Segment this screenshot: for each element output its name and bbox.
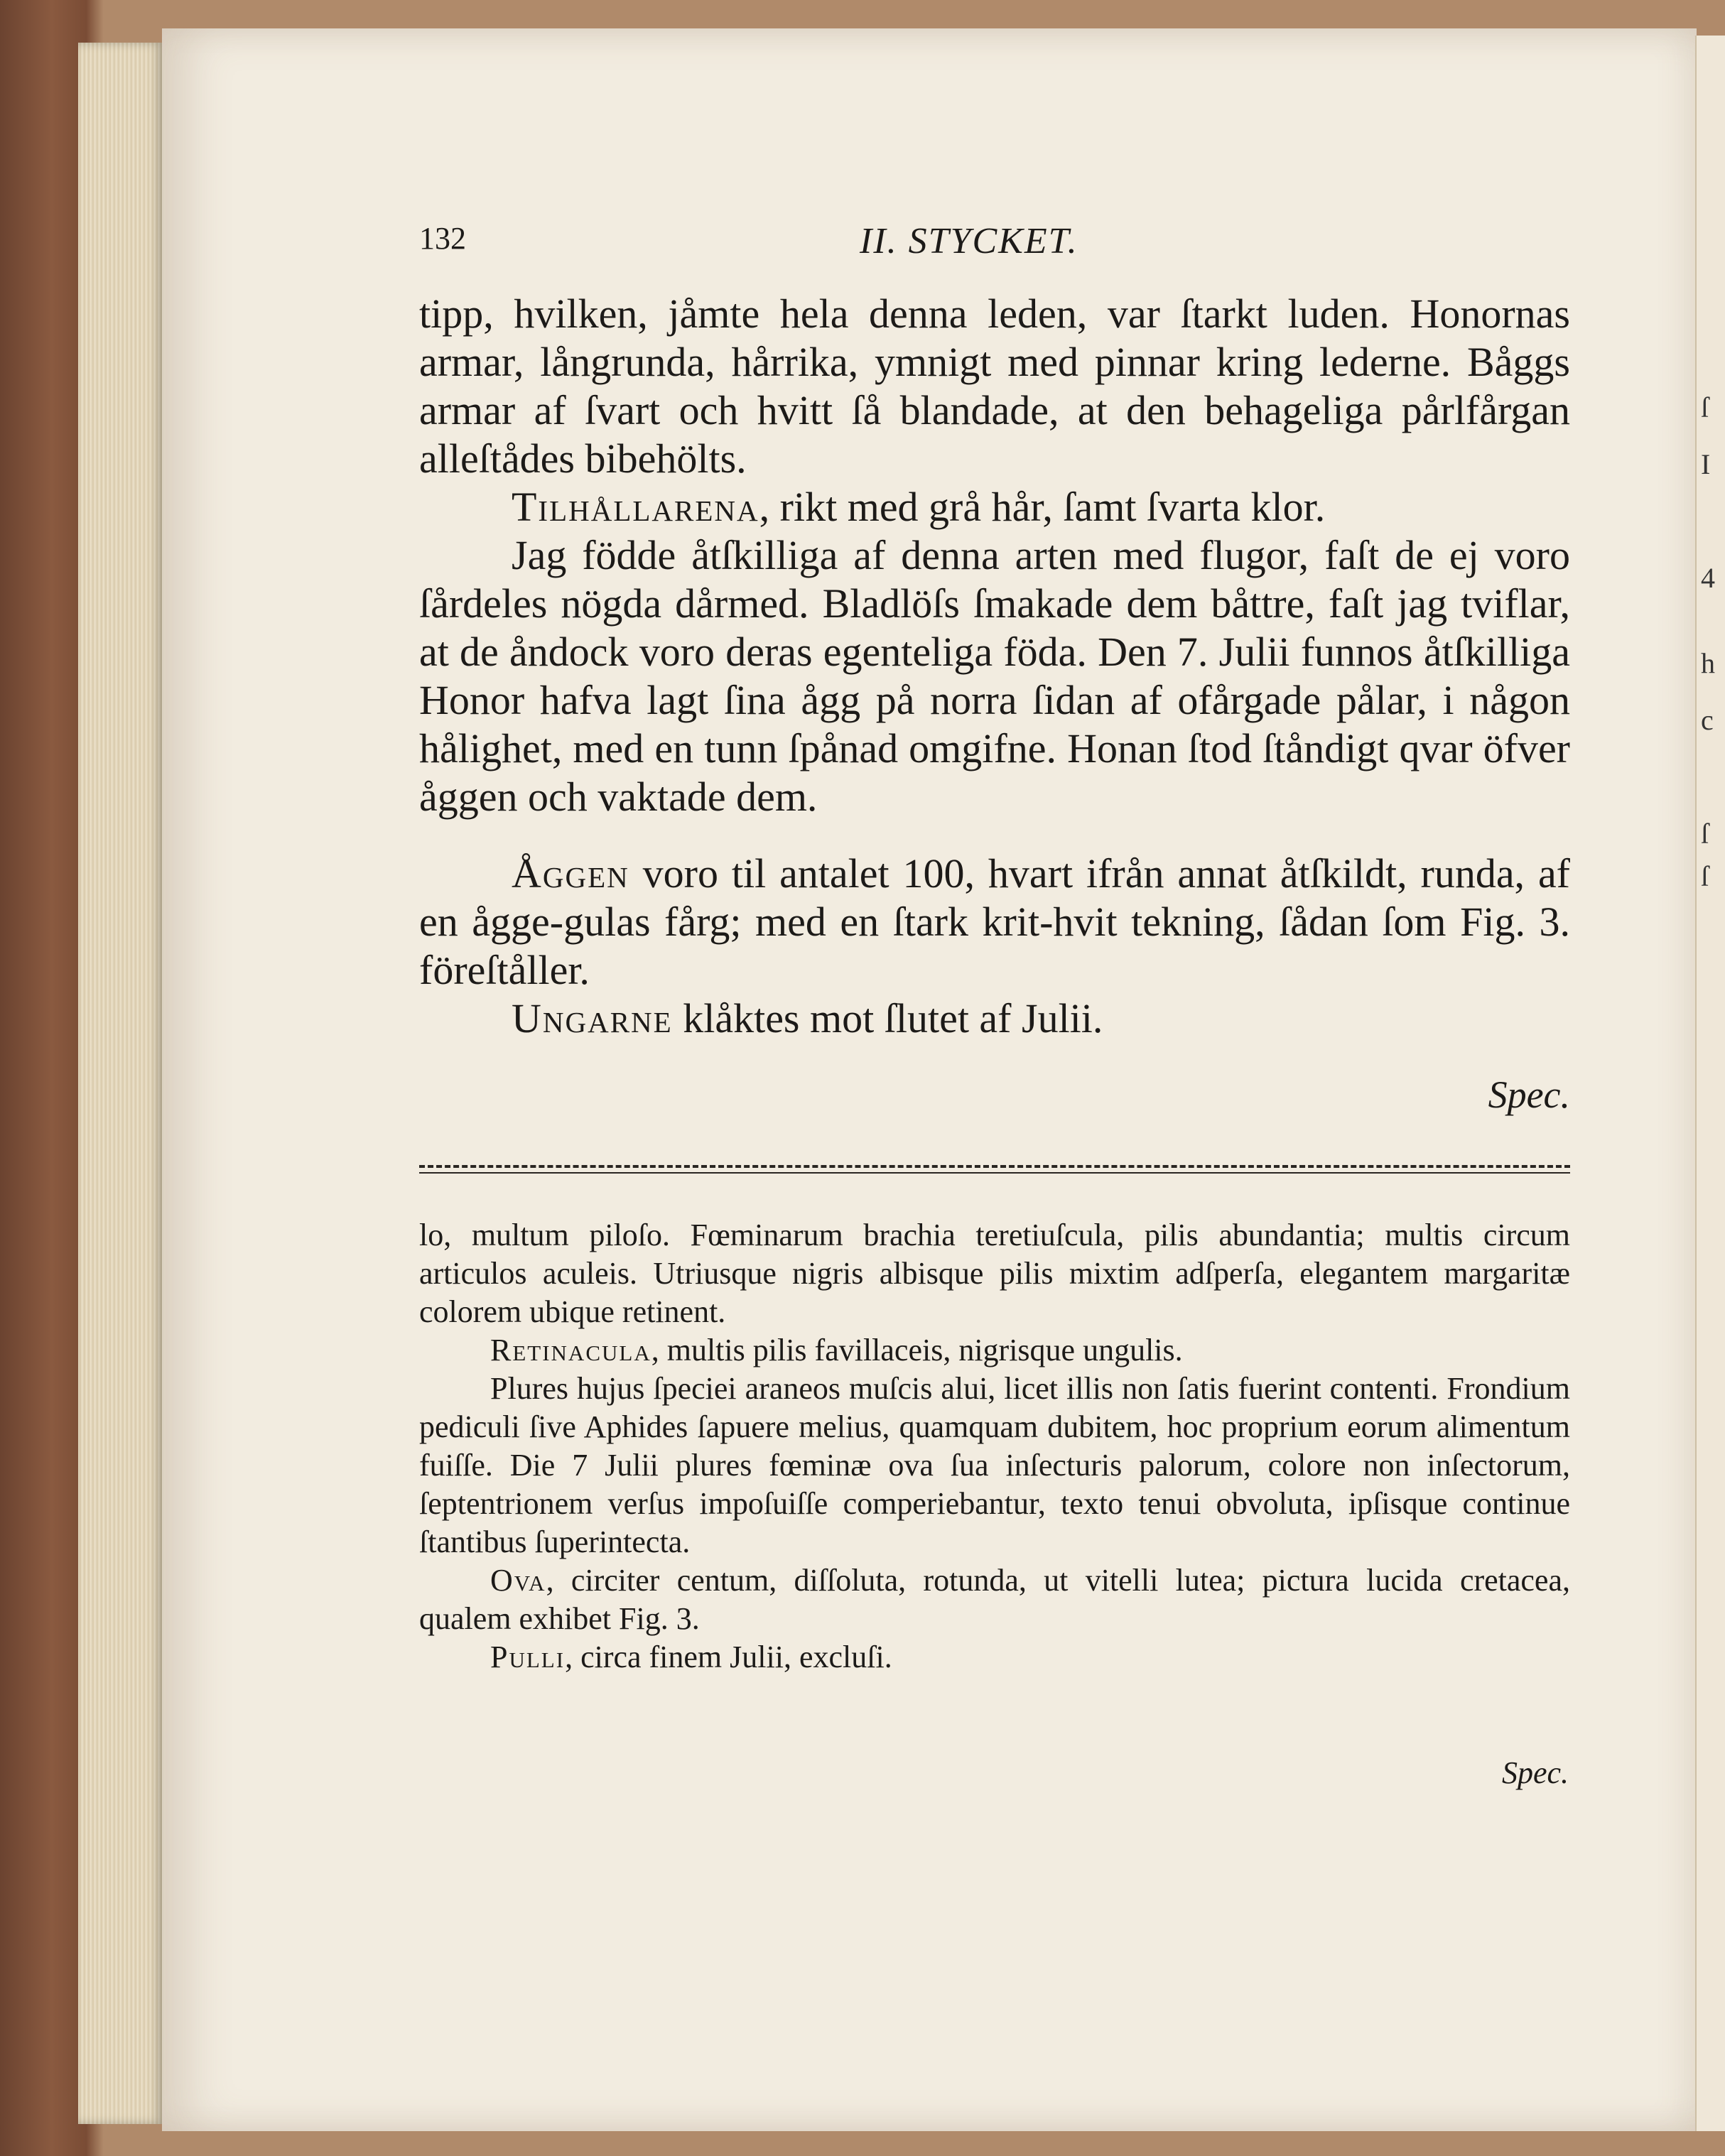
next-page-fragment: ſ xyxy=(1701,391,1709,423)
lead-word: Ungarne xyxy=(512,995,673,1041)
divider xyxy=(419,1165,1570,1168)
page-title: II. STYCKET. xyxy=(860,221,1078,261)
paragraph xyxy=(419,995,1570,1043)
swedish-text xyxy=(419,290,1570,1043)
catchword: Spec. xyxy=(1501,1755,1569,1790)
next-page-fragment: I xyxy=(1701,448,1711,480)
paragraph xyxy=(419,850,1570,995)
catchword: Spec. xyxy=(1488,1073,1570,1116)
paragraph-text: , rikt med grå hår, ſamt ſvarta klor. xyxy=(759,484,1326,530)
paragraph xyxy=(419,483,1570,531)
lead-word: Ova xyxy=(490,1563,546,1598)
paragraph-text: klåktes mot ſlutet af Julii. xyxy=(672,995,1103,1041)
page-edges xyxy=(78,43,163,2124)
latin-text xyxy=(419,1216,1570,1676)
paragraph xyxy=(419,1331,1570,1370)
paragraph: tipp, hvilken, jåmte hela denna leden, var ſtarkt luden. Honornas armar, långrunda, hårrika, ymnigt med pinnar kring lederne. Båggs armar af ſvart och hvitt ſå blandade, at den behageliga pårlfårgan alleſtådes bibehölts. xyxy=(419,291,1570,482)
paragraph-text: voro til antalet 100, hvart ifrån annat åtſkildt, runda, af en ågge-gulas fårg; med en ſtark krit-hvit tekning, ſådan ſom Fig. 3. föreſtåller. xyxy=(419,850,1570,993)
lead-word: Åggen xyxy=(512,850,629,896)
paragraph: Plures hujus ſpeciei araneos muſcis alui, licet illis non ſatis fuerint contenti. Frondium pediculi ſive Aphides ſapuere melius, quamquam dubitem, hoc proprium eorum alimentum fuiſſe. Die 7 Julii plures fœminæ ova ſua inſecturis palorum, colore non inſectorum, ſeptentrionem verſus impoſuiſſe comperiebantur, texto tenui obvoluta, ipſisque continue ſtantibus ſuperintecta. xyxy=(419,1371,1570,1559)
paragraph-text: , multis pilis favillaceis, nigrisque ungulis. xyxy=(651,1333,1183,1367)
lead-word: Tilhållarena xyxy=(512,484,759,530)
next-page-edge xyxy=(1695,36,1725,2131)
next-page-fragment: 4 xyxy=(1701,562,1715,594)
next-page-fragment: h xyxy=(1701,647,1715,679)
lead-word: Pulli xyxy=(490,1640,566,1674)
next-page-fragment: c xyxy=(1701,704,1714,736)
paragraph xyxy=(419,1561,1570,1638)
running-head xyxy=(419,220,1570,263)
next-page-fragment: ſ xyxy=(1701,818,1709,850)
paragraph-text: , circa finem Julii, excluſi. xyxy=(565,1640,892,1674)
paragraph: Jag födde åtſkilliga af denna arten med flugor, faſt de ej voro ſårdeles nögda dårmed. Bladlöſs ſmakade dem båttre, faſt jag tviflar, at de åndock voro deras egenteliga föda. Den 7. Julii funnos åtſkilliga Honor hafva lagt ſina ågg på norra ſidan af ofårgade pålar, i någon hålighet, med en tunn ſpånad omgifne. Honan ſtod ſtåndigt qvar öfver åggen och vaktade dem. xyxy=(419,532,1570,820)
paragraph: lo, multum piloſo. Fœminarum brachia teretiuſcula, pilis abundantia; multis circum articulos aculeis. Utriusque nigris albisque pilis mixtim adſperſa, elegantem margaritæ colorem ubique retinent. xyxy=(419,1218,1570,1329)
divider xyxy=(419,1172,1570,1174)
paragraph-text: , circiter centum, diſſoluta, rotunda, ut vitelli lutea; pictura lucida cretacea, qualem exhibet Fig. 3. xyxy=(419,1563,1570,1636)
paragraph xyxy=(419,1638,1570,1676)
lead-word: Retinacula xyxy=(490,1333,651,1367)
next-page-fragment: ſ xyxy=(1701,860,1709,892)
page-number: 132 xyxy=(419,221,466,256)
